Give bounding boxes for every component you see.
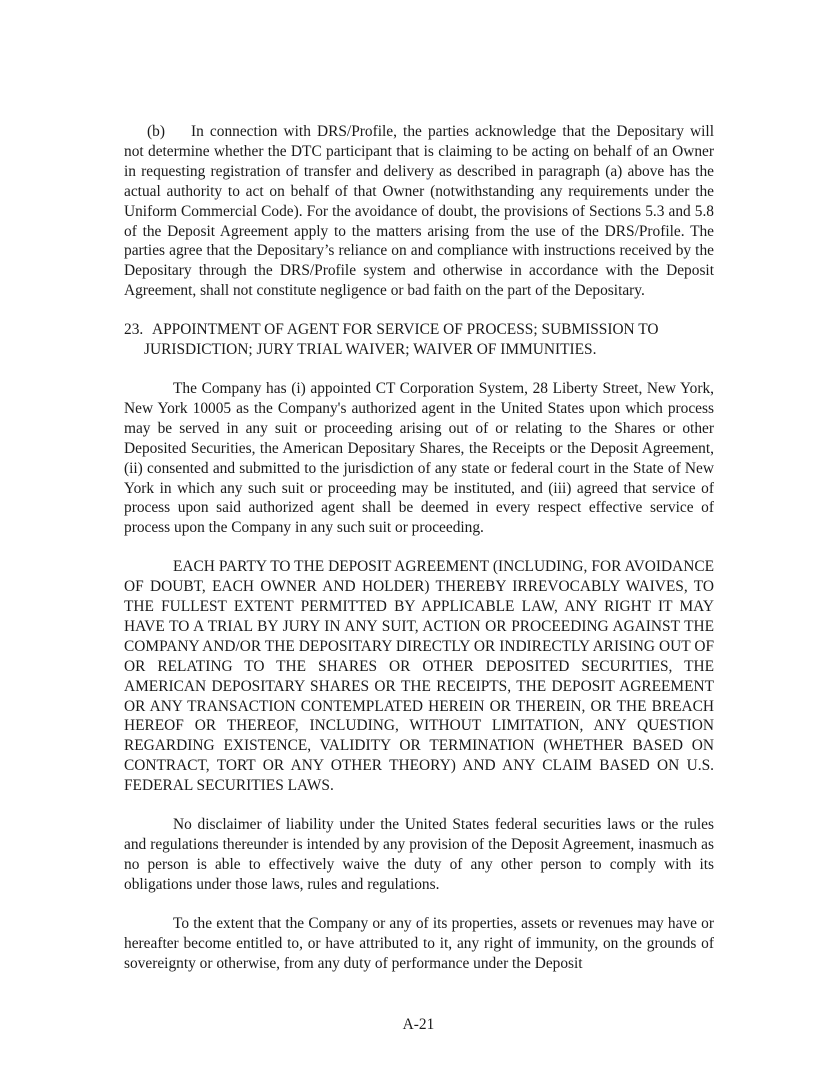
section-23-number: 23. (124, 321, 144, 339)
section-23-heading (124, 320, 714, 360)
section-23-paragraph-3: No disclaimer of liability under the United States federal securities laws or the rules and regulations thereunder is intended by any provision of the Deposit Agreement, inasmuch as no person is able to effectively waive the duty of any other person to comply with its obligations under those laws, rules and regulations. (124, 816, 714, 893)
section-23-paragraph-2: EACH PARTY TO THE DEPOSIT AGREEMENT (INCLUDING, FOR AVOIDANCE OF DOUBT, EACH OWNER AND HOLDER) THEREBY IRREVOCABLY WAIVES, TO THE FULLEST EXTENT PERMITTED BY APPLICABLE LAW, ANY RIGHT IT MAY HAVE TO A TRIAL BY JURY IN ANY SUIT, ACTION OR PROCEEDING AGAINST THE COMPANY AND/OR THE DEPOSITARY DIRECTLY OR INDIRECTLY ARISING OUT OF OR RELATING TO THE SHARES OR OTHER DEPOSITED SECURITIES, THE AMERICAN DEPOSITARY SHARES OR THE RECEIPTS, THE DEPOSIT AGREEMENT OR ANY TRANSACTION CONTEMPLATED HEREIN OR THEREIN, OR THE BREACH HEREOF OR THEREOF, INCLUDING, WITHOUT LIMITATION, ANY QUESTION REGARDING EXISTENCE, VALIDITY OR TERMINATION (WHETHER BASED ON CONTRACT, TORT OR ANY OTHER THEORY) AND ANY CLAIM BASED ON U.S. FEDERAL SECURITIES LAWS. (124, 558, 714, 795)
paragraph-b-label: (b) (147, 123, 165, 140)
paragraph-b (124, 122, 714, 301)
section-23-paragraph-1: The Company has (i) appointed CT Corporation System, 28 Liberty Street, New York, New York 10005 as the Company's authorized agent in the United States upon which process may be served in any suit or proceeding arising out of or relating to the Shares or other Deposited Securities, the American Depositary Shares, the Receipts or the Deposit Agreement, (ii) consented and submitted to the jurisdiction of any state or federal court in the State of New York in which any such suit or proceeding may be instituted, and (iii) agreed that service of process upon said authorized agent shall be deemed in every respect effective service of process upon the Company in any such suit or proceeding. (124, 379, 714, 537)
section-23-title: APPOINTMENT OF AGENT FOR SERVICE OF PROCESS; SUBMISSION TO JURISDICTION; JURY TRIAL WAIVER; WAIVER OF IMMUNITIES. (144, 321, 659, 359)
paragraph-b-text: In connection with DRS/Profile, the parties acknowledge that the Depositary will not determine whether the DTC participant that is claiming to be acting on behalf of an Owner in requesting registration of transfer and delivery as described in paragraph (a) above has the actual authority to act on behalf of that Owner (notwithstanding any requirements under the Uniform Commercial Code). For the avoidance of doubt, the provisions of Sections 5.3 and 5.8 of the Deposit Agreement apply to the matters arising from the use of the DRS/Profile. The parties agree that the Depositary’s reliance on and compliance with instructions received by the Depositary through the DRS/Profile system and otherwise in accordance with the Deposit Agreement, shall not constitute negligence or bad faith on the part of the Depositary. (124, 123, 714, 300)
section-23-paragraph-4: To the extent that the Company or any of its properties, assets or revenues may have or hereafter become entitled to, or have attributed to it, any right of immunity, on the grounds of sovereignty or otherwise, from any duty of performance under the Deposit (124, 914, 714, 972)
page-number: A-21 (402, 1016, 435, 1033)
page-body (124, 122, 714, 973)
